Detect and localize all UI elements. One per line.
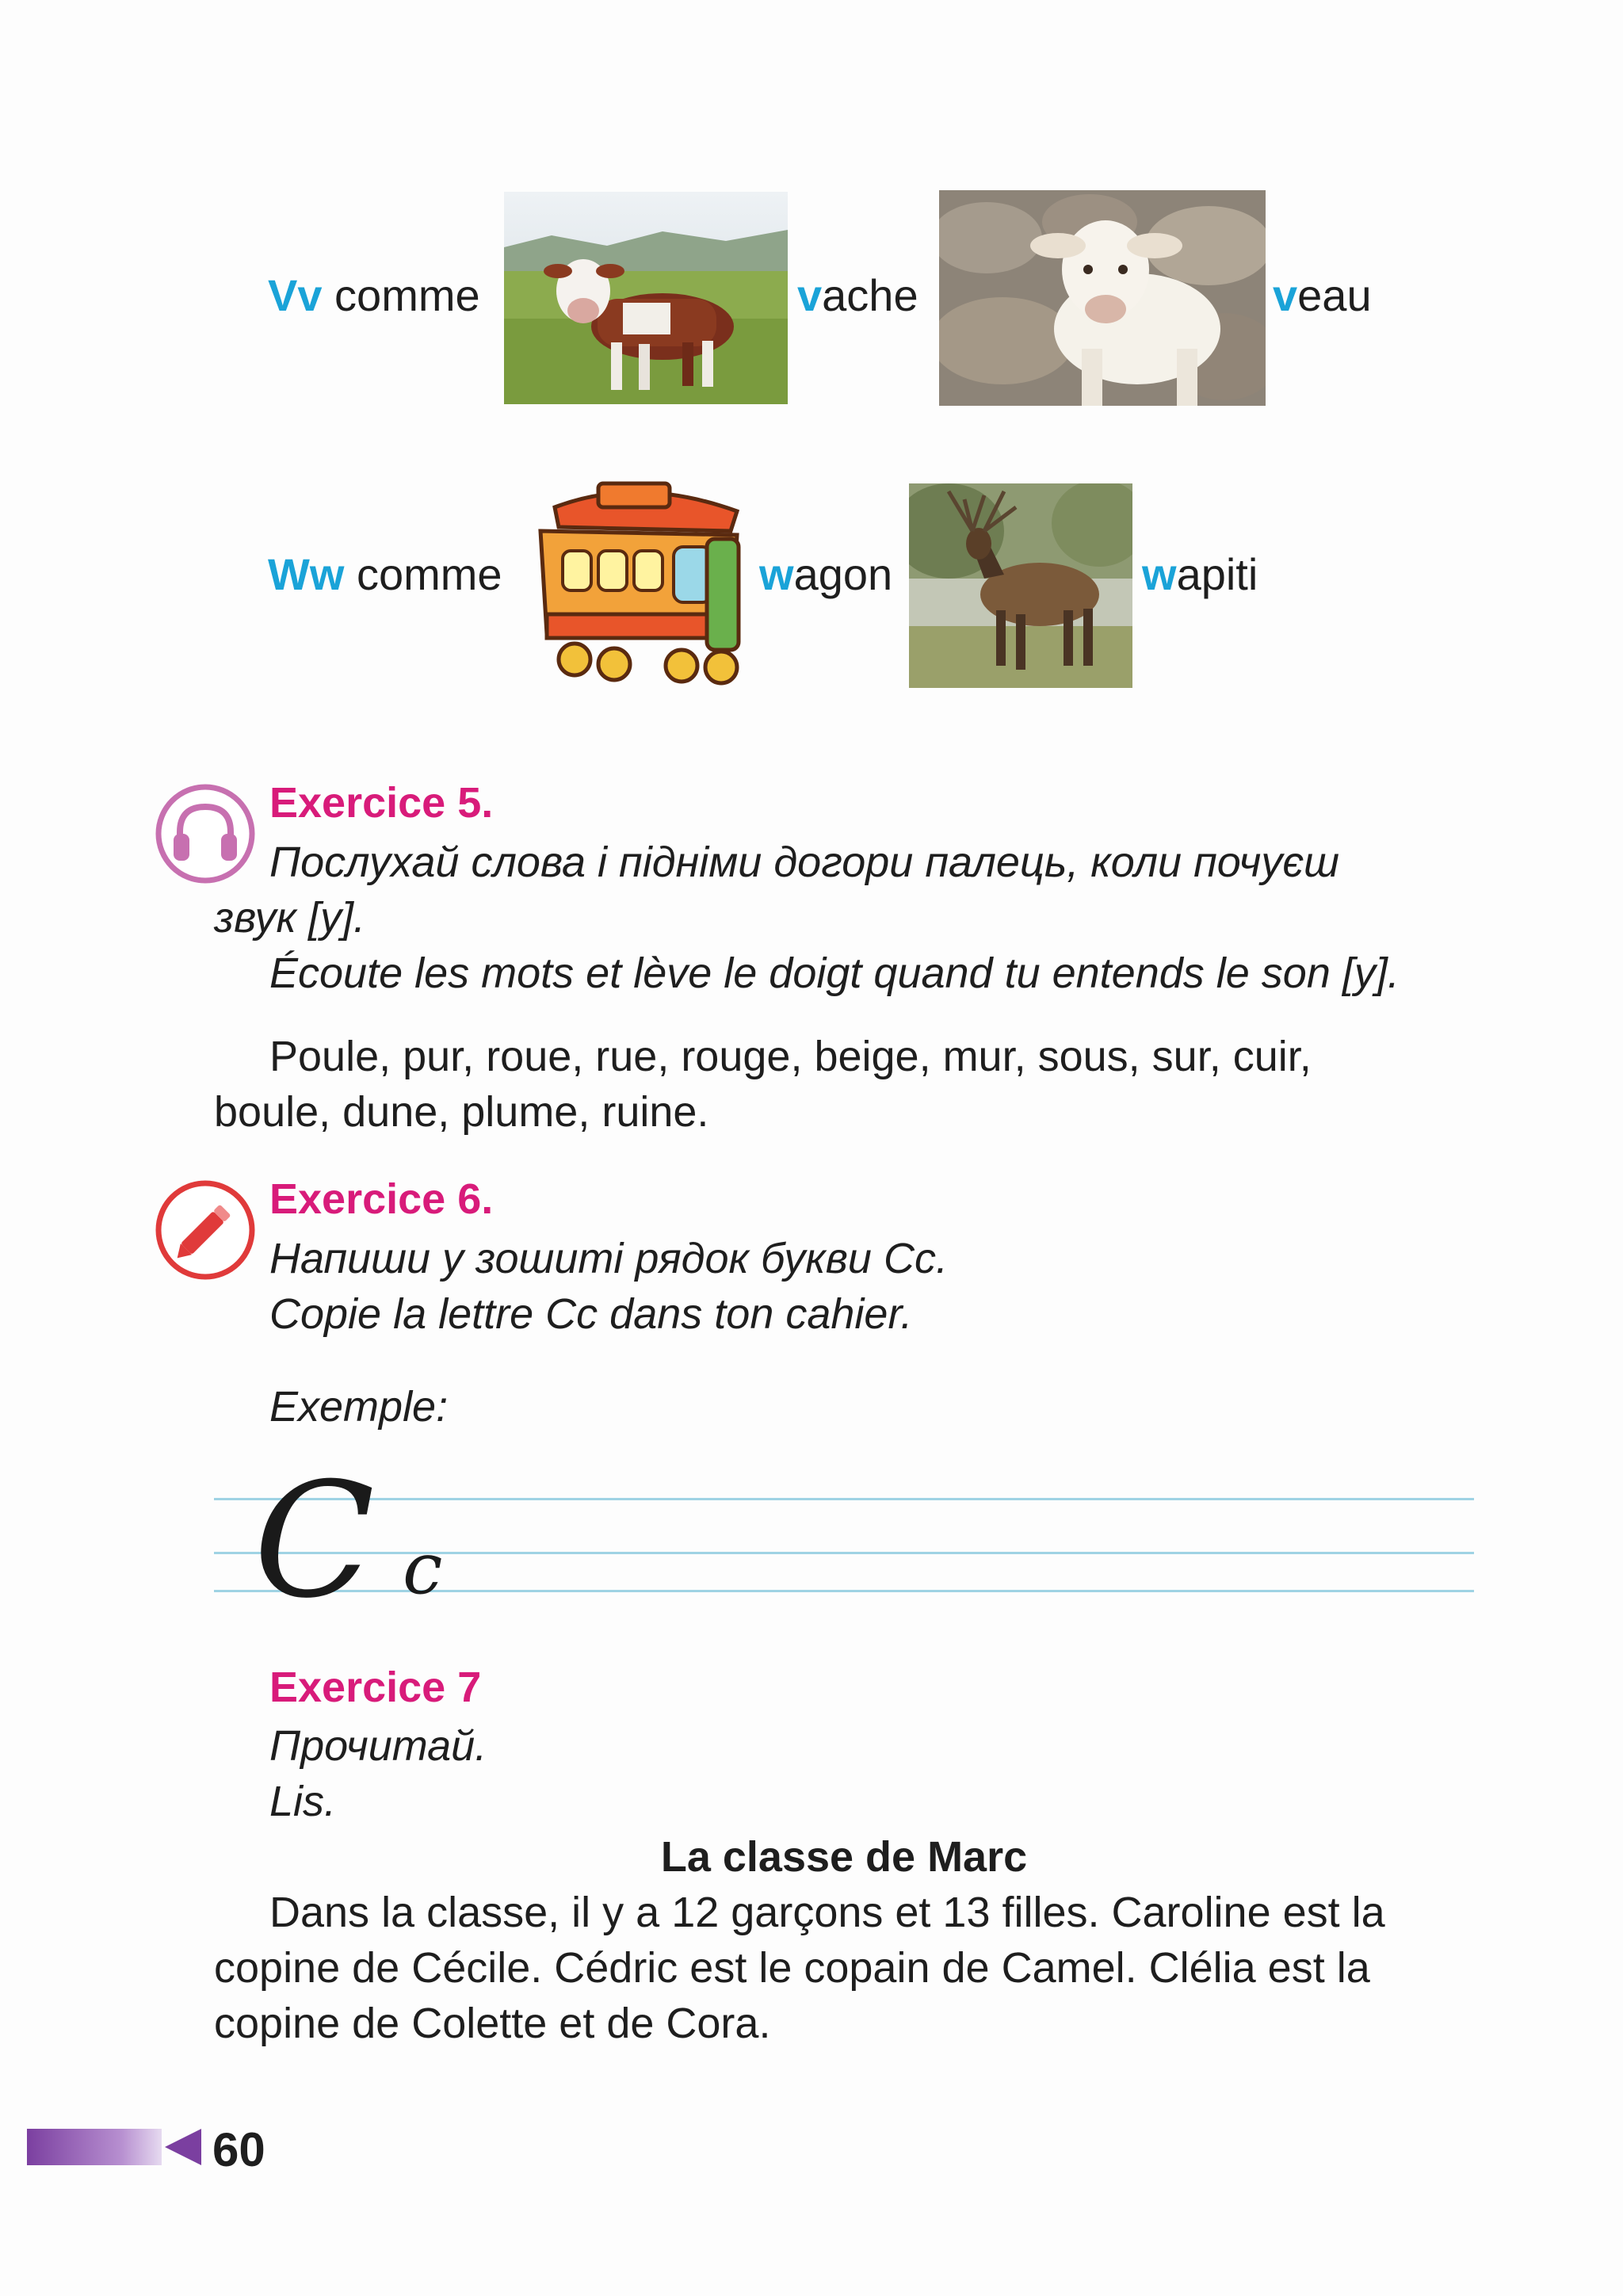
exercise-5-instruction-fr: Écoute les mots et lève le doigt quand tu entends le son [y]. (269, 949, 1400, 997)
writing-line-top (214, 1498, 1474, 1500)
letter-v-cap: Vv (268, 270, 323, 320)
word-vache: vache (797, 270, 918, 320)
pencil-icon (155, 1179, 256, 1281)
exercise-6-example-label: Exemple: (269, 1383, 449, 1431)
wagon-drawing (523, 476, 753, 690)
example-lowercase-c: c (403, 1527, 443, 1610)
exercise-5-words-line-1: Poule, pur, roue, rue, rouge, beige, mur, sous, sur, cuir, (269, 1033, 1312, 1080)
letter-w-cap: Ww (268, 549, 345, 599)
exercise-5-words-line-2: boule, dune, plume, ruine. (214, 1088, 709, 1136)
elk-photo (909, 483, 1132, 688)
calf-photo (939, 190, 1266, 406)
reading-text-title: La classe de Marc (660, 1833, 1028, 1881)
exercise-5-instruction-uk-cont: звук [y]. (214, 894, 366, 942)
exercise-7-title: Exercice 7 (269, 1664, 482, 1711)
exercise-5-instruction-uk: Послухай слова і підніми догори палець, коли почуєш (269, 839, 1339, 886)
reading-text-line-3: copine de Colette et de Cora. (214, 2000, 771, 2047)
page-number-bar (27, 2129, 162, 2165)
reading-text-line-1: Dans la classe, il y a 12 garçons et 13 filles. Caroline est la (269, 1889, 1385, 1936)
exercise-6-instruction-fr: Copie la lettre Cc dans ton cahier. (269, 1290, 913, 1338)
comme-text: comme (322, 270, 480, 320)
page-number: 60 (212, 2123, 265, 2176)
word-wapiti: wapiti (1142, 549, 1258, 599)
example-capital-c: C (254, 1449, 376, 1633)
exercise-7-instruction-fr: Lis. (269, 1778, 337, 1825)
reading-text-line-2: copine de Cécile. Cédric est le copain de Camel. Clélia est la (214, 1944, 1370, 1992)
page-arrow-icon (165, 2129, 201, 2165)
exercise-6-title: Exercice 6. (269, 1175, 494, 1223)
word-wagon: wagon (759, 549, 893, 599)
letter-v-label (268, 269, 480, 321)
exercise-6-instruction-uk: Напиши у зошиті рядок букви Cc. (269, 1235, 948, 1282)
letter-w-label (268, 548, 502, 600)
comme-text: comme (344, 549, 502, 599)
exercise-5-title: Exercice 5. (269, 779, 494, 827)
word-veau: veau (1273, 270, 1372, 320)
exercise-7-instruction-uk: Прочитай. (269, 1722, 487, 1770)
cow-photo (504, 192, 788, 404)
headphones-icon (155, 783, 256, 884)
